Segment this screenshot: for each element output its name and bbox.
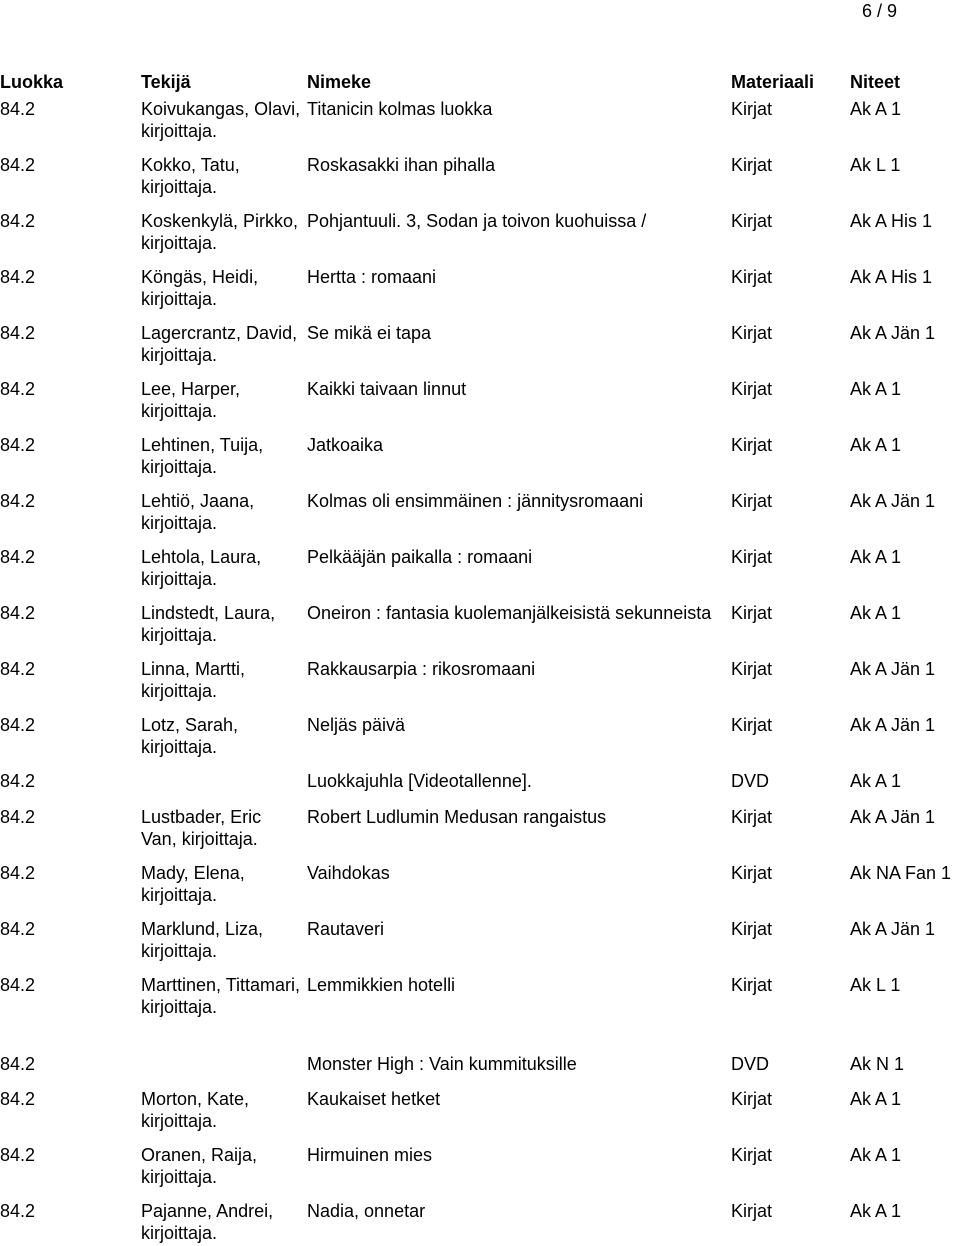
cell-material: Kirjat [731, 603, 773, 623]
cell-title: Titanicin kolmas luokka [307, 99, 493, 119]
cell-notes: Ak A 1 [850, 1201, 902, 1221]
cell-material: Kirjat [731, 435, 773, 455]
cell-author: Lehtiö, Jaana, kirjoittaja. [141, 491, 255, 533]
cell-title: Pohjantuuli. 3, Sodan ja toivon kuohuissa / [307, 211, 647, 231]
cell-material: Kirjat [731, 155, 773, 175]
cell-title: Kaikki taivaan linnut [307, 379, 467, 399]
cell-class: 84.2 [0, 547, 36, 567]
cell-notes: Ak A Jän 1 [850, 807, 936, 827]
cell-author: Koskenkylä, Pirkko, kirjoittaja. [141, 211, 299, 253]
cell-title: Se mikä ei tapa [307, 323, 432, 343]
cell-author: Lotz, Sarah, kirjoittaja. [141, 715, 239, 757]
cell-notes: Ak A His 1 [850, 267, 933, 287]
cell-title: Rautaveri [307, 919, 385, 939]
cell-class: 84.2 [0, 1145, 36, 1165]
cell-material: Kirjat [731, 659, 773, 679]
cell-title: Lemmikkien hotelli [307, 975, 456, 995]
cell-class: 84.2 [0, 379, 36, 399]
cell-notes: Ak A 1 [850, 1145, 902, 1165]
cell-title: Pelkääjän paikalla : romaani [307, 547, 533, 567]
cell-material: Kirjat [731, 919, 773, 939]
cell-title: Monster High : Vain kummituksille [307, 1054, 577, 1074]
cell-class: 84.2 [0, 267, 36, 287]
cell-author: Koivukangas, Olavi, kirjoittaja. [141, 99, 301, 141]
cell-author: Köngäs, Heidi, kirjoittaja. [141, 267, 259, 309]
cell-class: 84.2 [0, 919, 36, 939]
cell-notes: Ak A Jän 1 [850, 715, 936, 735]
cell-notes: Ak A Jän 1 [850, 491, 936, 511]
cell-class: 84.2 [0, 975, 36, 995]
cell-notes: Ak A 1 [850, 379, 902, 399]
cell-author: Linna, Martti, kirjoittaja. [141, 659, 246, 701]
cell-notes: Ak A 1 [850, 603, 902, 623]
cell-material: Kirjat [731, 1089, 773, 1109]
cell-class: 84.2 [0, 99, 36, 119]
cell-class: 84.2 [0, 603, 36, 623]
cell-author: Oranen, Raija, kirjoittaja. [141, 1145, 258, 1187]
cell-author: Lehtola, Laura, kirjoittaja. [141, 547, 262, 589]
cell-notes: Ak A Jän 1 [850, 323, 936, 343]
cell-author: Lindstedt, Laura, kirjoittaja. [141, 603, 276, 645]
cell-author: Lee, Harper, kirjoittaja. [141, 379, 241, 421]
cell-class: 84.2 [0, 491, 36, 511]
cell-material: Kirjat [731, 547, 773, 567]
cell-author: Lagercrantz, David, kirjoittaja. [141, 323, 298, 365]
cell-class: 84.2 [0, 1054, 36, 1074]
cell-title: Neljäs päivä [307, 715, 406, 735]
cell-title: Hertta : romaani [307, 267, 437, 287]
cell-title: Nadia, onnetar [307, 1201, 426, 1221]
cell-class: 84.2 [0, 435, 36, 455]
cell-title: Vaihdokas [307, 863, 390, 883]
table-header [0, 71, 960, 93]
cell-title: Kolmas oli ensimmäinen : jännitysromaani [307, 491, 644, 511]
cell-notes: Ak L 1 [850, 155, 901, 175]
cell-title: Jatkoaika [307, 435, 384, 455]
cell-material: DVD [731, 771, 770, 791]
cell-notes: Ak NA Fan 1 [850, 863, 952, 883]
cell-class: 84.2 [0, 323, 36, 343]
cell-notes: Ak A Jän 1 [850, 919, 936, 939]
header-class: Luokka [0, 72, 64, 92]
cell-material: Kirjat [731, 1201, 773, 1221]
cell-author: Morton, Kate, kirjoittaja. [141, 1089, 250, 1131]
cell-author: Mady, Elena, kirjoittaja. [141, 863, 245, 905]
cell-notes: Ak A 1 [850, 99, 902, 119]
cell-class: 84.2 [0, 155, 36, 175]
header-notes: Niteet [850, 72, 901, 92]
cell-material: Kirjat [731, 379, 773, 399]
cell-material: Kirjat [731, 715, 773, 735]
cell-material: Kirjat [731, 863, 773, 883]
cell-title: Oneiron : fantasia kuolemanjälkeisistä sekunneista [307, 603, 712, 623]
cell-notes: Ak N 1 [850, 1054, 905, 1074]
cell-author: Lehtinen, Tuija, kirjoittaja. [141, 435, 264, 477]
cell-class: 84.2 [0, 715, 36, 735]
cell-title: Kaukaiset hetket [307, 1089, 441, 1109]
cell-material: Kirjat [731, 975, 773, 995]
cell-title: Rakkausarpia : rikosromaani [307, 659, 536, 679]
cell-material: Kirjat [731, 99, 773, 119]
cell-material: Kirjat [731, 323, 773, 343]
cell-author: Lustbader, Eric Van, kirjoittaja. [141, 807, 262, 849]
cell-material: Kirjat [731, 211, 773, 231]
cell-notes: Ak L 1 [850, 975, 901, 995]
cell-author: Marklund, Liza, kirjoittaja. [141, 919, 264, 961]
cell-title: Roskasakki ihan pihalla [307, 155, 496, 175]
cell-notes: Ak A 1 [850, 1089, 902, 1109]
cell-author: Pajanne, Andrei, kirjoittaja. [141, 1201, 274, 1243]
cell-title: Luokkajuhla [Videotallenne]. [307, 771, 532, 791]
cell-class: 84.2 [0, 807, 36, 827]
cell-class: 84.2 [0, 863, 36, 883]
cell-material: Kirjat [731, 267, 773, 287]
cell-notes: Ak A His 1 [850, 211, 933, 231]
cell-notes: Ak A Jän 1 [850, 659, 936, 679]
cell-notes: Ak A 1 [850, 771, 902, 791]
cell-class: 84.2 [0, 771, 36, 791]
cell-class: 84.2 [0, 211, 36, 231]
header-author: Tekijä [141, 72, 191, 92]
page-number: 6 / 9 [862, 1, 898, 21]
header-title: Nimeke [307, 72, 372, 92]
cell-title: Robert Ludlumin Medusan rangaistus [307, 807, 607, 827]
cell-material: Kirjat [731, 1145, 773, 1165]
cell-material: Kirjat [731, 491, 773, 511]
cell-class: 84.2 [0, 1201, 36, 1221]
cell-notes: Ak A 1 [850, 547, 902, 567]
header-material: Materiaali [731, 72, 815, 92]
cell-material: DVD [731, 1054, 770, 1074]
cell-title: Hirmuinen mies [307, 1145, 433, 1165]
cell-author: Marttinen, Tittamari, kirjoittaja. [141, 975, 301, 1017]
cell-class: 84.2 [0, 659, 36, 679]
cell-author: Kokko, Tatu, kirjoittaja. [141, 155, 240, 197]
cell-class: 84.2 [0, 1089, 36, 1109]
cell-material: Kirjat [731, 807, 773, 827]
cell-notes: Ak A 1 [850, 435, 902, 455]
